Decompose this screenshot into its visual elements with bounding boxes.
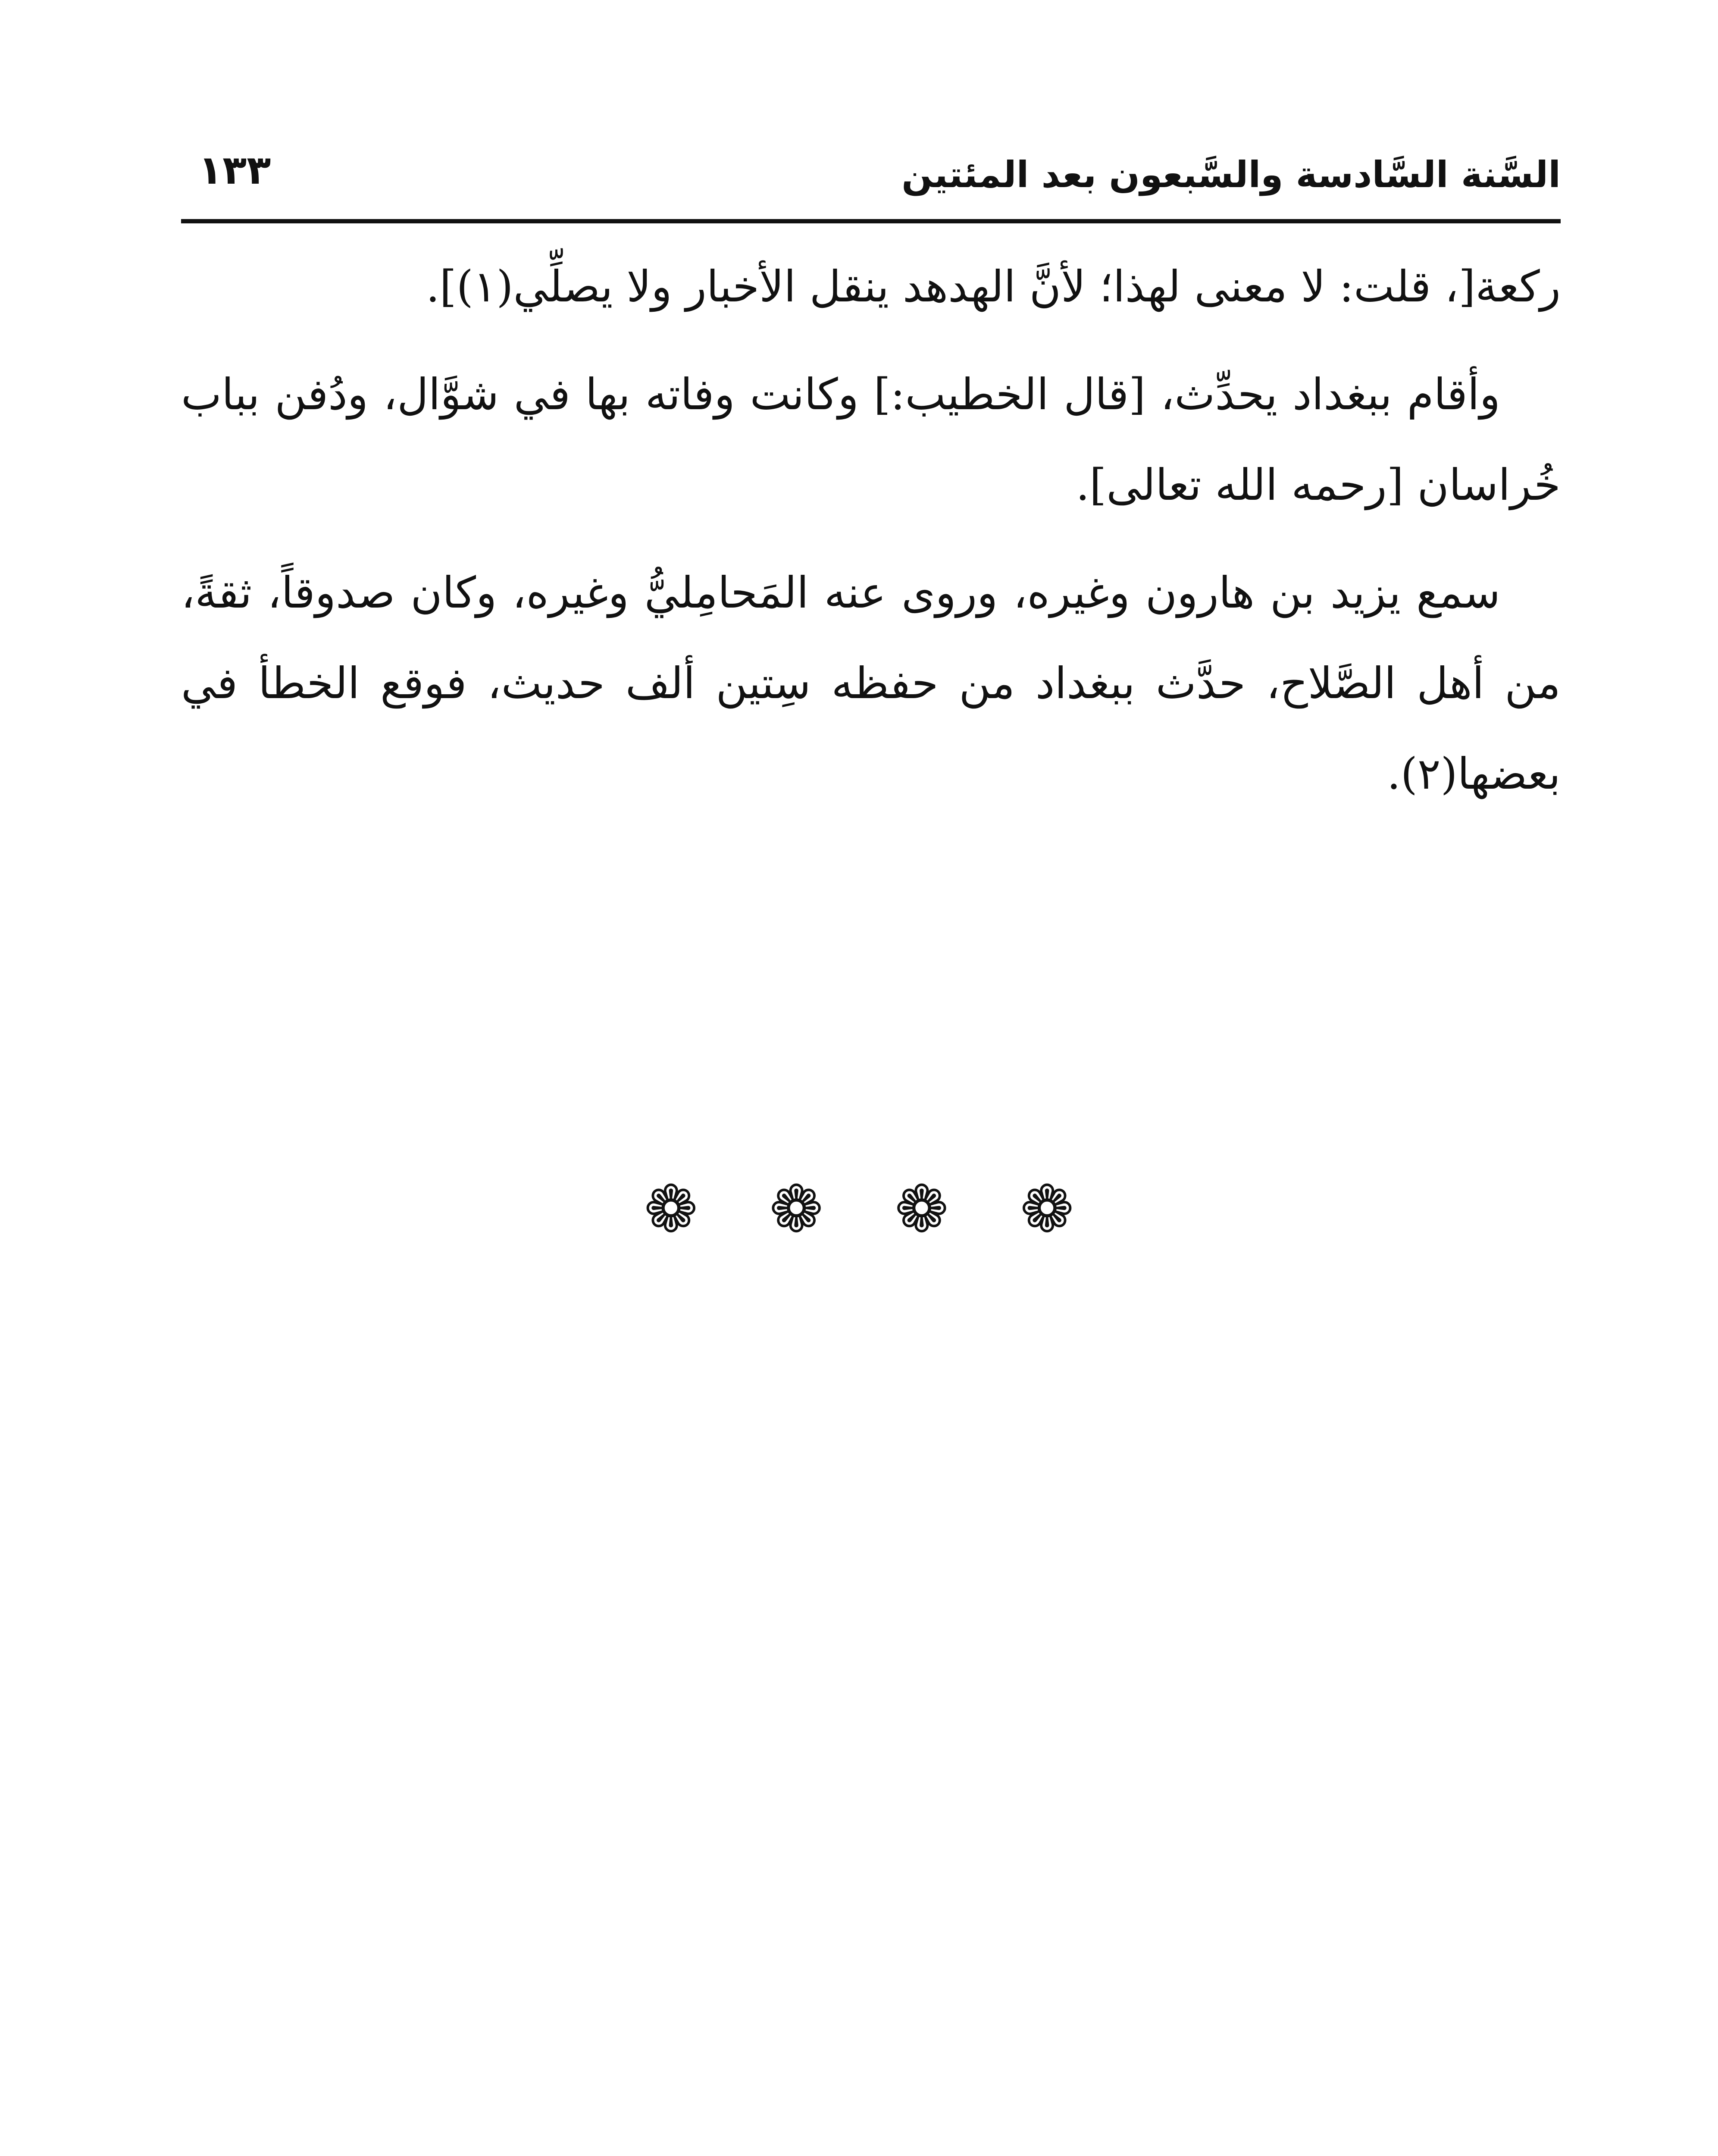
paragraph: وأقام ببغداد يحدِّث، [قال الخطيب:] وكانت وفاته بها في شوَّال، ودُفن بباب خُراسان [رحمه الله تعالى]. — [181, 369, 1561, 510]
section-divider — [0, 1173, 1718, 1246]
paragraph: سمع يزيد بن هارون وغيره، وروى عنه المَحامِليُّ وغيره، وكان صدوقاً، ثقةً، من أهل الصَّلاح، حدَّث ببغداد من حفظه سِتين ألف حديث، فوقع الخطأ في بعضها(٢). — [181, 567, 1561, 799]
page-header — [181, 134, 1561, 207]
paragraph: ركعة[، قلت: لا معنى لهذا؛ لأنَّ الهدهد ينقل الأخبار ولا يصلِّي(١)]. — [426, 261, 1561, 312]
header-rule — [181, 219, 1561, 223]
flower-ornament-icon: ❁ — [644, 1172, 698, 1247]
page-number: ١٣٣ — [198, 147, 271, 193]
flower-ornament-icon: ❁ — [895, 1172, 949, 1247]
flower-ornament-icon: ❁ — [769, 1172, 823, 1247]
running-title: السَّنة السَّادسة والسَّبعون بعد المئتين — [901, 154, 1561, 196]
flower-ornament-icon: ❁ — [1020, 1172, 1074, 1247]
main-text — [181, 241, 1561, 837]
